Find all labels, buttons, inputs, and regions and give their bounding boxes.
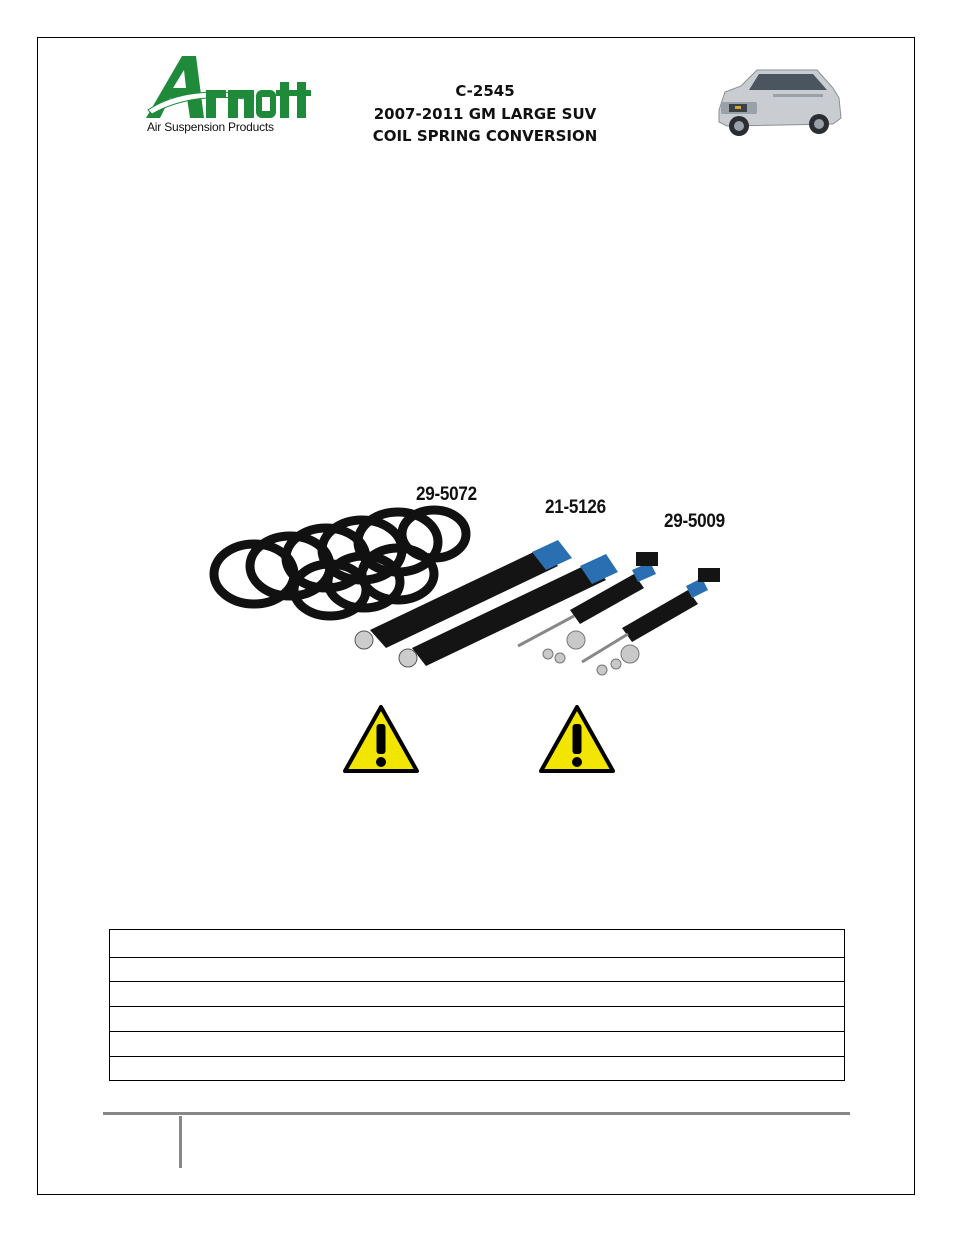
part-label-front-shocks: 29-5009 xyxy=(664,511,725,532)
table-cell xyxy=(110,1057,845,1081)
table-row xyxy=(110,930,845,958)
spec-table xyxy=(109,929,845,1081)
table-row xyxy=(110,1032,845,1057)
table-cell xyxy=(110,1007,845,1032)
part-label-springs: 29-5072 xyxy=(416,484,477,505)
footer-rule xyxy=(103,1112,850,1115)
document-title xyxy=(340,80,630,148)
table-cell xyxy=(110,1032,845,1057)
footer-divider xyxy=(179,1116,182,1168)
title-product: COIL SPRING CONVERSION xyxy=(372,127,598,145)
warning-icon xyxy=(538,704,616,774)
part-label-rear-shocks: 21-5126 xyxy=(545,497,606,518)
table-row xyxy=(110,1057,845,1081)
table-row xyxy=(110,982,845,1007)
suv-photo xyxy=(713,62,845,144)
table-cell xyxy=(110,982,845,1007)
title-part-number: C-2545 xyxy=(455,82,515,100)
title-vehicle: 2007-2011 GM LARGE SUV xyxy=(373,104,597,123)
table-row xyxy=(110,958,845,982)
table-cell xyxy=(110,930,845,958)
table-cell xyxy=(110,958,845,982)
product-photo xyxy=(202,478,742,678)
table-row xyxy=(110,1007,845,1032)
logo-tagline: Air Suspension Products xyxy=(147,120,274,134)
warning-icon xyxy=(342,704,420,774)
